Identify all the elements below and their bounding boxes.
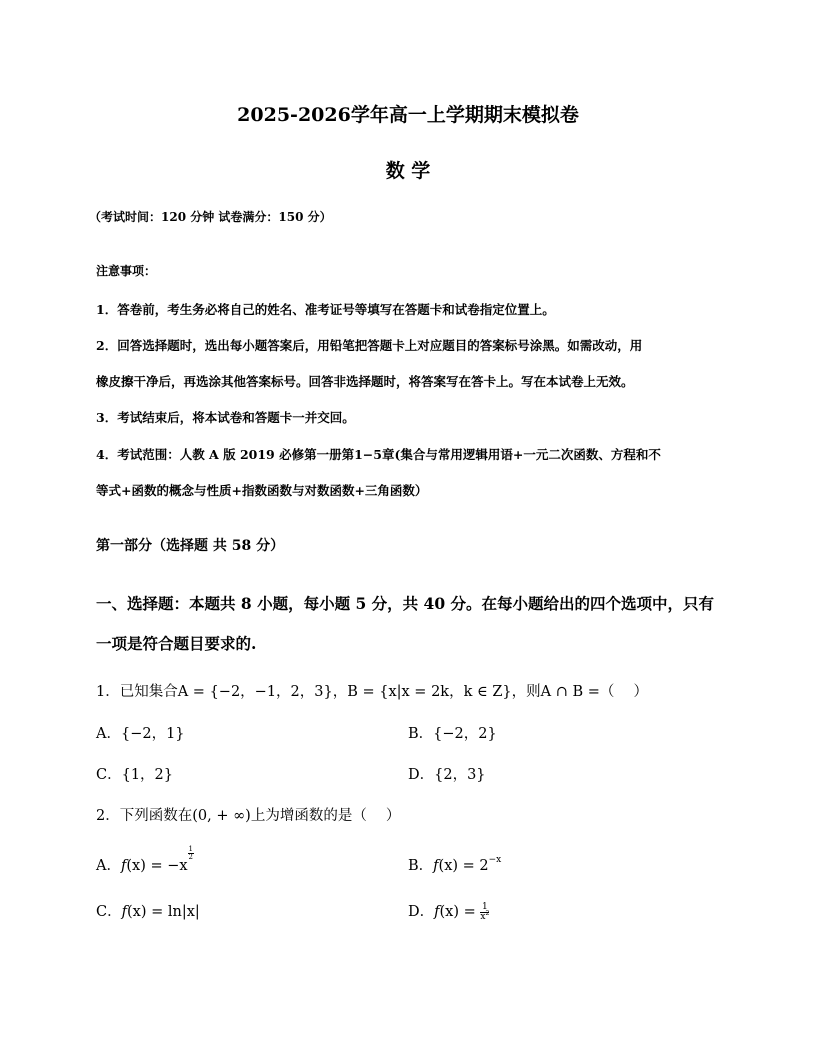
question-2-option-c bbox=[96, 900, 200, 921]
question-2-option-b bbox=[408, 854, 501, 875]
question-1-option-c: C．{1，2} bbox=[96, 767, 173, 783]
option-label: A． bbox=[96, 858, 121, 874]
exponent: −x bbox=[488, 855, 502, 865]
question-1-option-b: B．{−2，2} bbox=[408, 726, 497, 742]
exam-info: （考试时间：120 分钟 试卷满分：150 分） bbox=[89, 210, 332, 224]
question-1-stem: 1．已知集合A = {−2，−1，2，3}，B = {x|x = 2k，k ∈ Z}，则A ∩ B =（ ） bbox=[96, 684, 648, 700]
notice-item: 2．回答选择题时，选出每小题答案后，用铅笔把答题卡上对应题目的答案标号涂黑。如需改动，用 bbox=[96, 338, 643, 353]
question-2-stem: 2．下列函数在(0, + ∞)上为增函数的是（ ） bbox=[96, 808, 401, 824]
expression: (x) = −x bbox=[126, 858, 188, 874]
option-label: D． bbox=[408, 904, 435, 920]
question-2-option-d bbox=[408, 900, 489, 922]
notice-item: 橡皮擦干净后，再选涂其他答案标号。回答非选择题时，将答案写在答卡上。写在本试卷上无效。 bbox=[96, 374, 634, 389]
function-f: f bbox=[433, 858, 439, 874]
expression: (x) = ln|x| bbox=[126, 904, 200, 920]
expression: (x) = 2 bbox=[438, 858, 489, 874]
fraction: $\frac{1}{x^2}$ bbox=[480, 901, 490, 922]
part-title: 第一部分（选择题 共 58 分） bbox=[96, 538, 285, 554]
option-label: C． bbox=[96, 904, 122, 920]
exponent-fraction: $\frac{1}{2}$ bbox=[188, 844, 194, 861]
option-label: B． bbox=[408, 858, 434, 874]
expression: (x) = bbox=[439, 904, 481, 920]
notice-item: 1．答卷前，考生务必将自己的姓名、准考证号等填写在答题卡和试卷指定位置上。 bbox=[96, 302, 555, 317]
section-heading-line2: 一项是符合题目要求的. bbox=[96, 634, 257, 653]
notice-heading: 注意事项： bbox=[96, 264, 157, 278]
question-1-option-a: A．{−2，1} bbox=[96, 726, 185, 742]
notice-item: 4．考试范围：人教 A 版 2019 必修第一册第1−5章(集合与常用逻辑用语+一元二次函数、方程和不 bbox=[96, 447, 661, 462]
question-2-option-a bbox=[96, 844, 194, 875]
exam-title: 2025-2026学年高一上学期期末模拟卷 bbox=[237, 104, 579, 126]
notice-item: 等式+函数的概念与性质+指数函数与对数函数+三角函数） bbox=[96, 483, 428, 498]
subject-title: 数 学 bbox=[385, 160, 431, 182]
function-f: f bbox=[121, 904, 127, 920]
question-1-option-d: D．{2，3} bbox=[408, 767, 486, 783]
notice-item: 3．考试结束后，将本试卷和答题卡一并交回。 bbox=[96, 410, 355, 425]
function-f: f bbox=[434, 904, 440, 920]
function-f: f bbox=[120, 858, 127, 874]
section-heading-line1: 一、选择题：本题共 8 小题，每小题 5 分，共 40 分。在每小题给出的四个选项中，只有 bbox=[96, 594, 715, 613]
